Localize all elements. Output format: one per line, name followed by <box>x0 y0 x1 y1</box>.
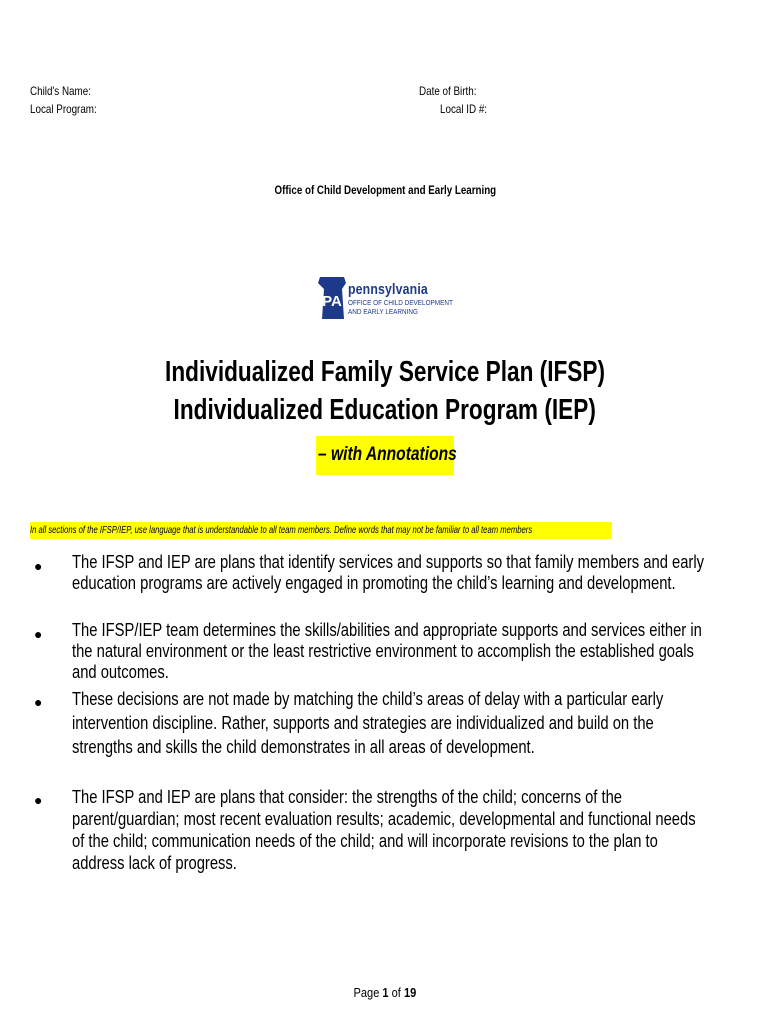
bullet-dot-icon: ● <box>34 626 43 642</box>
logo-sub-line2: AND EARLY LEARNING <box>348 307 418 316</box>
date-of-birth-label: Date of Birth: <box>419 84 477 98</box>
bullet-item: The IFSP/IEP team determines the skills/abilities and appropriate supports and services either in the natural environment or the least restrictive environment to accomplish the established goals and outcomes. <box>72 620 702 682</box>
pa-badge-text: PA <box>322 293 342 310</box>
bullet-item: These decisions are not made by matching the child’s areas of delay with a particular early intervention discipline. Rather, supports and strategies are individualized and build on the strengths and skills the child demonstrates in all areas of development. <box>72 689 664 757</box>
instruction-note <box>30 522 612 539</box>
logo-sub-line1: OFFICE OF CHILD DEVELOPMENT <box>348 298 453 307</box>
bullet-dot-icon: ● <box>34 792 43 808</box>
logo-text <box>348 281 471 316</box>
bullet-item: The IFSP and IEP are plans that identify services and supports so that family members and early education programs are actively engaged in promoting the child’s learning and development. <box>72 552 705 593</box>
title-line-2 <box>0 394 770 427</box>
total-pages: 19 <box>404 985 417 1000</box>
logo-name: pennsylvania <box>348 281 428 298</box>
local-program-label: Local Program: <box>30 102 97 116</box>
bullet-dot-icon: ● <box>34 694 43 710</box>
office-line <box>0 185 770 197</box>
annotations-label: – with Annotations <box>318 444 457 465</box>
local-id-label: Local ID #: <box>440 102 488 116</box>
title-line-2-text: Individualized Education Program (IEP) <box>173 394 597 426</box>
office-line-text: Office of Child Development and Early Learning <box>274 185 496 197</box>
bullet-item: The IFSP and IEP are plans that consider: the strengths of the child; concerns of the parent/guardian; most recent evaluation results; academic, developmental and functional needs of the child; communication needs of the child; and will incorporate revisions to the plan to address lack of progress. <box>72 787 696 873</box>
bullet-dot-icon: ● <box>34 558 43 574</box>
annotations-highlight <box>316 436 457 475</box>
title-line-1 <box>0 356 770 389</box>
page-footer <box>0 985 770 1000</box>
childs-name-label: Child's Name: <box>30 84 91 98</box>
page-word: Page <box>353 985 380 1000</box>
page-number: 1 <box>382 985 389 1000</box>
of-word: of <box>391 985 401 1000</box>
instruction-note-text: In all sections of the IFSP/IEP, use language that is understandable to all team members. Define words that may not be familiar to all team members <box>30 524 533 536</box>
title-line-1-text: Individualized Family Service Plan (IFSP) <box>165 356 605 388</box>
